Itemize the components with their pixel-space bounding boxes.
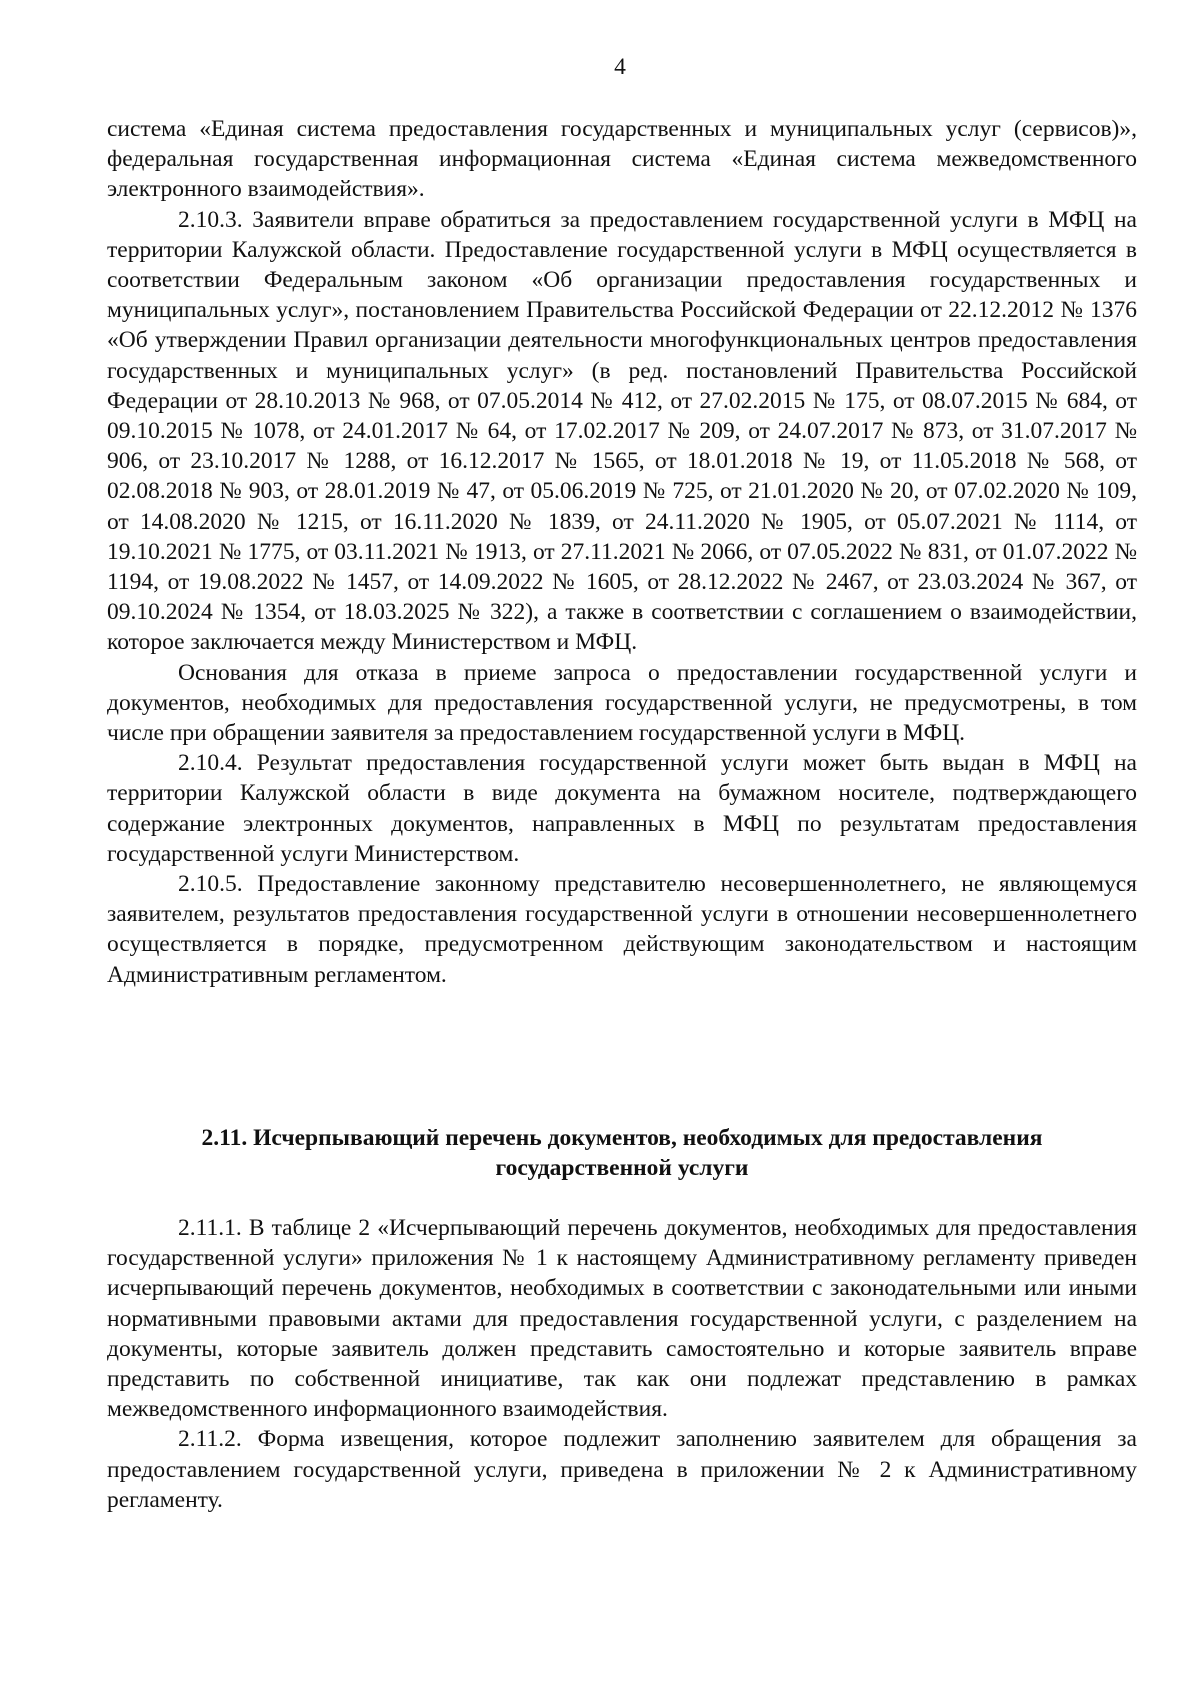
section-heading-line1: 2.11. Исчерпывающий перечень документов, необходимых для предоставления bbox=[201, 1125, 1043, 1151]
section-heading-line2: государственной услуги bbox=[495, 1155, 749, 1182]
body-text-bottom bbox=[107, 1213, 1137, 1515]
paragraph-continuation: система «Единая система предоставления государственных и муниципальных услуг (сервисов)», федеральная государственная информационная система «Единая система межведомственного электронного взаимодействия». bbox=[107, 116, 1137, 203]
paragraph-2-10-5: 2.10.5. Предоставление законному представителю несовершеннолетнего, не являющемуся заявителем, результатов предоставления государственной услуги в отношении несовершеннолетнего осуществляется в порядке, предусмотренном действующим законодательством и настоящим Административным регламентом. bbox=[107, 871, 1137, 988]
paragraph-2-10-3: 2.10.3. Заявители вправе обратиться за предоставлением государственной услуги в МФЦ на территории Калужской области. Предоставление государственной услуги в МФЦ осуществляется в соответствии Федеральным законом «Об организации предоставления государственных и муниципальных услуг», постановлением Правительства Российской Федерации от 22.12.2012 № 1376 «Об утверждении Правил организации деятельности многофункциональных центров предоставления государственных и муниципальных услуг» (в ред. постановлений Правительства Российской Федерации от 28.10.2013 № 968, от 07.05.2014 № 412, от 27.02.2015 № 175, от 08.07.2015 № 684, от 09.10.2015 № 1078, от 24.01.2017 № 64, от 17.02.2017 № 209, от 24.07.2017 № 873, от 31.07.2017 № 906, от 23.10.2017 № 1288, от 16.12.2017 № 1565, от 18.01.2018 № 19, от 11.05.2018 № 568, от 02.08.2018 № 903, от 28.01.2019 № 47, от 05.06.2019 № 725, от 21.01.2020 № 20, от 07.02.2020 № 109, от 14.08.2020 № 1215, от 16.11.2020 № 1839, от 24.11.2020 № 1905, от 05.07.2021 № 1114, от 19.10.2021 № 1775, от 03.11.2021 № 1913, от 27.11.2021 № 2066, от 07.05.2022 № 831, от 01.07.2022 № 1194, от 19.08.2022 № 1457, от 14.09.2022 № 1605, от 28.12.2022 № 2467, от 23.03.2024 № 367, от 09.10.2024 № 1354, от 18.03.2025 № 322), а также в соответствии с соглашением о взаимодействии, которое заключается между Министерством и МФЦ. bbox=[107, 206, 1137, 656]
page-number: 4 bbox=[614, 54, 626, 80]
paragraph-2-11-1: 2.11.1. В таблице 2 «Исчерпывающий перечень документов, необходимых для предоставления государственной услуги» приложения № 1 к настоящему Административному регламенту приведен исчерпывающий перечень документов, необходимых в соответствии с законодательными или иными нормативными правовыми актами для предоставления государственной услуги, с разделением на документы, которые заявитель должен представить самостоятельно и которые заявитель вправе представить по собственной инициативе, так как они подлежат представлению в рамках межведомственного информационного взаимодействия. bbox=[107, 1215, 1137, 1423]
section-heading-2-11 bbox=[107, 1123, 1137, 1183]
paragraph-refusal-grounds: Основания для отказа в приеме запроса о предоставлении государственной услуги и документов, необходимых для предоставления государственной услуги, не предусмотрены, в том числе при обращении заявителя за предоставлением государственной услуги в МФЦ. bbox=[107, 659, 1137, 747]
paragraph-2-11-2: 2.11.2. Форма извещения, которое подлежит заполнению заявителем для обращения за предоставлением государственной услуги, приведена в приложении № 2 к Административному регламенту. bbox=[107, 1426, 1137, 1513]
paragraph-2-10-4: 2.10.4. Результат предоставления государственной услуги может быть выдан в МФЦ на территории Калужской области в виде документа на бумажном носителе, подтверждающего содержание электронных документов, направленных в МФЦ по результатам предоставления государственной услуги Министерством. bbox=[107, 750, 1137, 867]
body-text-top bbox=[107, 114, 1137, 990]
